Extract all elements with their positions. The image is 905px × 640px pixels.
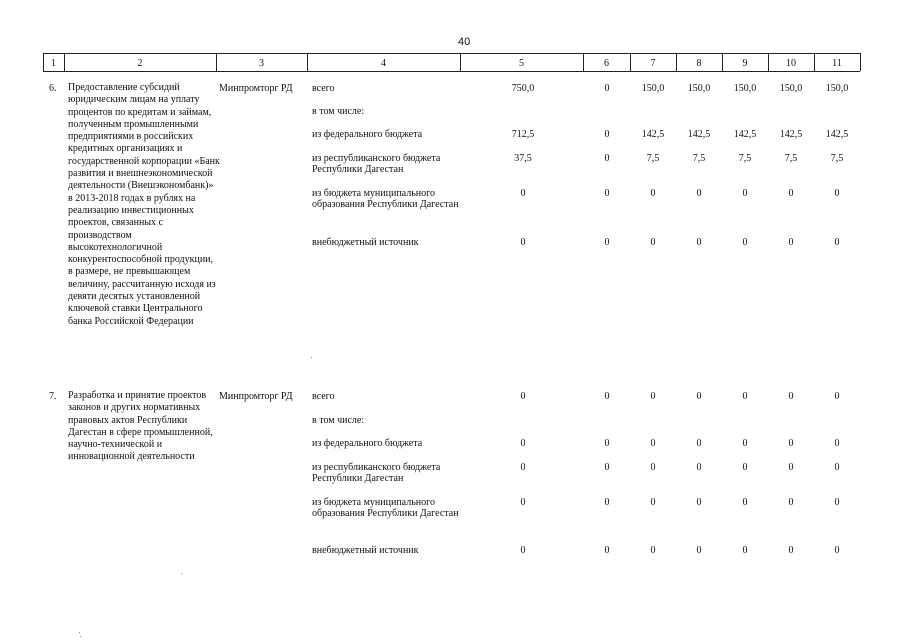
value-cell: 0 bbox=[742, 462, 748, 473]
source-label: всего bbox=[312, 391, 335, 402]
value-cell: 0 bbox=[788, 391, 794, 402]
value-cell: 0 bbox=[788, 497, 794, 508]
value-cell: 0 bbox=[520, 462, 526, 473]
value-cell: 0 bbox=[604, 497, 610, 508]
value-cell: 0 bbox=[834, 237, 840, 248]
value-cell: 150,0 bbox=[779, 83, 803, 94]
value-cell: 142,5 bbox=[779, 129, 803, 140]
header-col-3: 3 bbox=[259, 58, 264, 69]
value-cell: 7,5 bbox=[830, 153, 844, 164]
row-number: 6. bbox=[49, 83, 57, 94]
measure-name: Предоставление субсидий юридическим лицам на уплату процентов по кредитам и займам, полученным промышленными предприятиями в российских кредитных организациях и государственной корпорации «Банк развития и внешнеэкономической деятельности (Внешэкономбанк)» в 2013-2018 годах в рублях на реализацию инвестиционных проектов, связанных с производством высокотехнологичной конкурентоспособной продукции, в размере, не превышающем величину, рассчитанную исходя из девяти десятых установленной ключевой ставки Центрального банка Российской Федерации bbox=[68, 82, 220, 327]
header-col-11: 11 bbox=[832, 58, 842, 69]
header-divider bbox=[860, 53, 861, 71]
header-col-10: 10 bbox=[786, 58, 796, 69]
value-cell: 0 bbox=[604, 129, 610, 140]
value-cell: 150,0 bbox=[825, 83, 849, 94]
value-cell: 7,5 bbox=[784, 153, 798, 164]
value-cell: 0 bbox=[520, 188, 526, 199]
value-cell: 0 bbox=[742, 188, 748, 199]
value-cell: 0 bbox=[604, 83, 610, 94]
value-cell: 0 bbox=[788, 462, 794, 473]
value-cell: 0 bbox=[834, 497, 840, 508]
value-cell: 0 bbox=[696, 462, 702, 473]
value-cell: 0 bbox=[604, 188, 610, 199]
value-cell: 0 bbox=[604, 462, 610, 473]
value-cell: 0 bbox=[520, 391, 526, 402]
value-cell: 0 bbox=[650, 462, 656, 473]
source-label: внебюджетный источник bbox=[312, 545, 419, 556]
value-cell: 0 bbox=[650, 545, 656, 556]
responsible-org: Минпромторг РД bbox=[219, 83, 293, 94]
header-col-7: 7 bbox=[650, 58, 656, 69]
source-label: из республиканского бюджета Республики Дагестан bbox=[312, 153, 441, 175]
header-col-2: 2 bbox=[137, 58, 143, 69]
value-cell: 150,0 bbox=[733, 83, 757, 94]
value-cell: 150,0 bbox=[687, 83, 711, 94]
scan-speck bbox=[79, 632, 80, 633]
value-cell: 37,5 bbox=[514, 153, 532, 164]
value-cell: 0 bbox=[834, 438, 840, 449]
header-col-9: 9 bbox=[742, 58, 748, 69]
header-col-1: 1 bbox=[51, 58, 56, 69]
source-label: из федерального бюджета bbox=[312, 438, 423, 449]
value-cell: 0 bbox=[788, 237, 794, 248]
value-cell: 0 bbox=[696, 545, 702, 556]
value-cell: 0 bbox=[520, 237, 526, 248]
value-cell: 0 bbox=[650, 237, 656, 248]
value-cell: 0 bbox=[520, 438, 526, 449]
source-label: в том числе: bbox=[312, 415, 365, 426]
source-label: из бюджета муниципального образования Республики Дагестан bbox=[312, 188, 459, 210]
value-cell: 0 bbox=[742, 237, 748, 248]
source-label: из федерального бюджета bbox=[312, 129, 423, 140]
value-cell: 0 bbox=[650, 391, 656, 402]
source-label: в том числе: bbox=[312, 106, 365, 117]
value-cell: 0 bbox=[742, 391, 748, 402]
page-number: 40 bbox=[458, 36, 471, 48]
value-cell: 0 bbox=[834, 462, 840, 473]
value-cell: 0 bbox=[788, 545, 794, 556]
value-cell: 0 bbox=[650, 188, 656, 199]
value-cell: 150,0 bbox=[641, 83, 665, 94]
header-col-6: 6 bbox=[604, 58, 609, 69]
header-col-8: 8 bbox=[696, 58, 702, 69]
header-col-5: 5 bbox=[519, 58, 524, 69]
value-cell: 712,5 bbox=[511, 129, 535, 140]
value-cell: 0 bbox=[604, 237, 610, 248]
source-label: из бюджета муниципального образования Республики Дагестан bbox=[312, 497, 459, 519]
scan-speck bbox=[80, 636, 81, 637]
value-cell: 7,5 bbox=[646, 153, 660, 164]
value-cell: 0 bbox=[834, 391, 840, 402]
value-cell: 7,5 bbox=[692, 153, 706, 164]
value-cell: 0 bbox=[696, 391, 702, 402]
value-cell: 0 bbox=[604, 391, 610, 402]
value-cell: 0 bbox=[696, 237, 702, 248]
value-cell: 0 bbox=[834, 545, 840, 556]
scan-speck bbox=[181, 573, 182, 574]
value-cell: 0 bbox=[696, 438, 702, 449]
value-cell: 0 bbox=[520, 497, 526, 508]
row-number: 7. bbox=[49, 391, 57, 402]
responsible-org: Минпромторг РД bbox=[219, 391, 293, 402]
header-top-border bbox=[43, 53, 860, 54]
value-cell: 142,5 bbox=[641, 129, 665, 140]
header-bottom-border bbox=[43, 71, 860, 72]
value-cell: 0 bbox=[604, 438, 610, 449]
scan-speck bbox=[311, 357, 312, 358]
value-cell: 750,0 bbox=[511, 83, 535, 94]
source-label: из республиканского бюджета Республики Дагестан bbox=[312, 462, 441, 484]
value-cell: 142,5 bbox=[687, 129, 711, 140]
header-col-4: 4 bbox=[381, 58, 386, 69]
measure-name: Разработка и принятие проектов законов и других нормативных правовых актов Республики Дагестан в сфере промышленной, научно-технической и инновационной деятельности bbox=[68, 390, 213, 463]
value-cell: 0 bbox=[650, 497, 656, 508]
value-cell: 0 bbox=[604, 545, 610, 556]
source-label: внебюджетный источник bbox=[312, 237, 419, 248]
value-cell: 0 bbox=[742, 497, 748, 508]
value-cell: 0 bbox=[520, 545, 526, 556]
value-cell: 7,5 bbox=[738, 153, 752, 164]
source-label: всего bbox=[312, 83, 335, 94]
value-cell: 0 bbox=[604, 153, 610, 164]
value-cell: 0 bbox=[696, 188, 702, 199]
value-cell: 142,5 bbox=[825, 129, 849, 140]
value-cell: 142,5 bbox=[733, 129, 757, 140]
value-cell: 0 bbox=[742, 545, 748, 556]
value-cell: 0 bbox=[742, 438, 748, 449]
value-cell: 0 bbox=[650, 438, 656, 449]
value-cell: 0 bbox=[788, 188, 794, 199]
value-cell: 0 bbox=[834, 188, 840, 199]
value-cell: 0 bbox=[788, 438, 794, 449]
value-cell: 0 bbox=[696, 497, 702, 508]
